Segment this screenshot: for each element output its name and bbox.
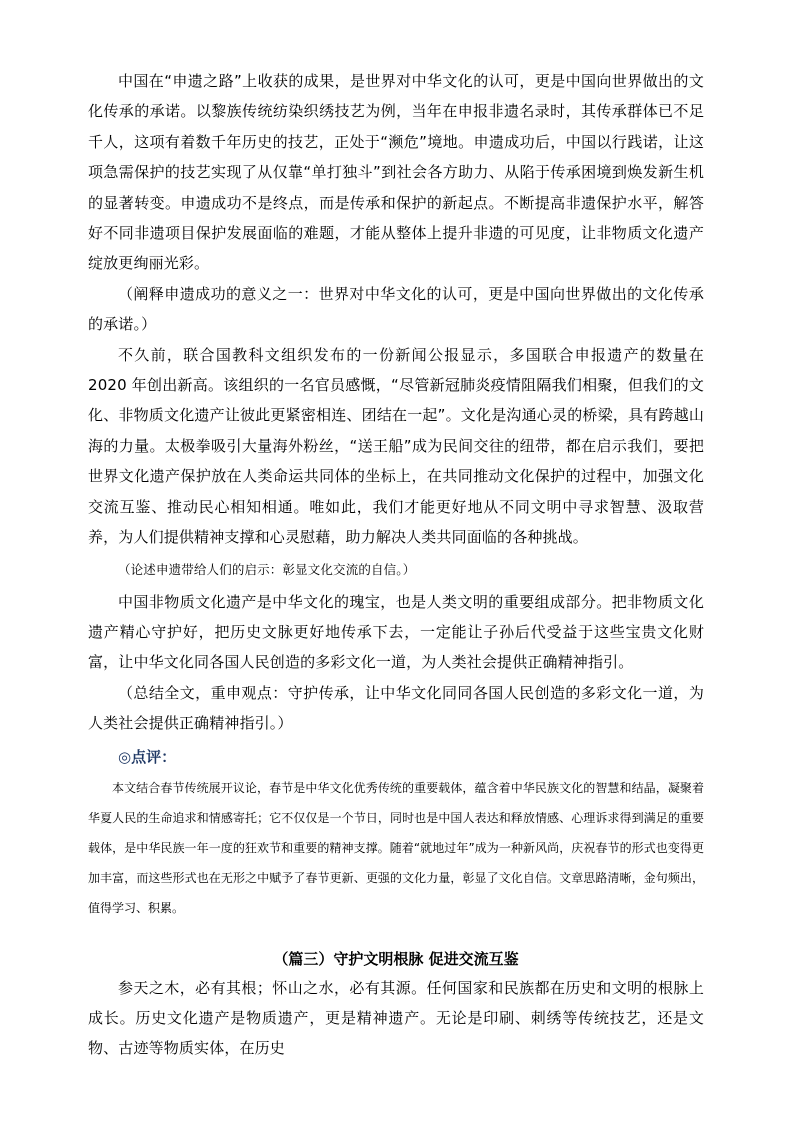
paragraph-roots-of-civilization: 参天之木，必有其根；怀山之水，必有其源。任何国家和民族都在历史和文明的根脉上成长。历史文化遗产是物质遗产，更是精神遗产。无论是印刷、刺绣等传统技艺，还是文物、古迹等物质实体，在历史 bbox=[88, 978, 704, 1058]
comment-body: 本文结合春节传统展开议论，春节是中华文化优秀传统的重要载体，蕴含着中华民族文化的智慧和结晶，凝聚着华夏人民的生命追求和情感寄托；它不仅仅是一个节日，同时也是中国人表达和释放情感、心理诉求得到满足的重要载体，是中华民族一年一度的狂欢节和重要的精神支撑。随着“就地过年”成为一种新风尚，庆祝春节的形式也变得更加丰富，而这些形式也在无形之中赋予了春节更新、更强的文化力量，彰显了文化自信。文章思路清晰，金句频出，值得学习、积累。 bbox=[88, 780, 704, 915]
paragraph-heritage-treasure: 中国非物质文化遗产是中华文化的瑰宝，也是人类文明的重要组成部分。把非物质文化遗产精心守护好，把历史文脉更好地传承下去，一定能让子孙后代受益于这些宝贵文化财富，让中华文化同各国人民创造的多彩文化一道，为人类社会提供正确精神指引。 bbox=[88, 592, 704, 672]
paragraph-unesco-joint-applications: 不久前，联合国教科文组织发布的一份新闻公报显示，多国联合申报遗产的数量在 2020 年创出新高。该组织的一名官员感慨，“尽管新冠肺炎疫情阻隔我们相聚，但我们的文化、非物质文化遗产让彼此更紧密相连、团结在一起”。文化是沟通心灵的桥梁，具有跨越山海的力量。太极拳吸引大量海外粉丝，“送王船”成为民间交往的纽带，都在启示我们，要把世界文化遗产保护放在人类命运共同体的坐标上，在共同推动文化保护的过程中，加强文化交流互鉴、推动民心相知相通。唯如此，我们才能更好地从不同文明中寻求智慧、汲取营养，为人们提供精神支撑和心灵慰藉，助力解决人类共同面临的各种挑战。 bbox=[88, 345, 704, 547]
annotation-note-1: （阐释申遗成功的意义之一：世界对中华文化的认可，更是中国向世界做出的文化传承的承诺。） bbox=[88, 284, 704, 334]
annotation-note-3: （总结全文，重申观点：守护传承，让中华文化同同各国人民创造的多彩文化一道，为人类社会提供正确精神指引。） bbox=[88, 683, 704, 733]
annotation-note-2: （论述申遗带给人们的启示：彰显文化交流的自信。） bbox=[118, 561, 416, 577]
paragraph-intangible-heritage-achievements: 中国在“申遗之路”上收获的成果，是世界对中华文化的认可，更是中国向世界做出的文化传承的承诺。以黎族传统纺染织绣技艺为例，当年在申报非遗名录时，其传承群体已不足千人，这项有着数千年历史的技艺，正处于“濒危”境地。申遗成功后，中国以行践诺，让这项急需保护的技艺实现了从仅靠“单打独斗”到社会各方助力、从陷于传承困境到焕发新生机的显著转变。申遗成功不是终点，而是传承和保护的新起点。不断提高非遗保护水平，解答好不同非遗项目保护发展面临的难题，才能从整体上提升非遗的可见度，让非物质文化遗产绽放更绚丽光彩。 bbox=[88, 72, 704, 273]
comment-heading: ◎点评： bbox=[118, 747, 177, 766]
section-title-part-three: （篇三）守护文明根脉 促进交流互鉴 bbox=[273, 949, 519, 968]
document-content bbox=[88, 66, 704, 1064]
